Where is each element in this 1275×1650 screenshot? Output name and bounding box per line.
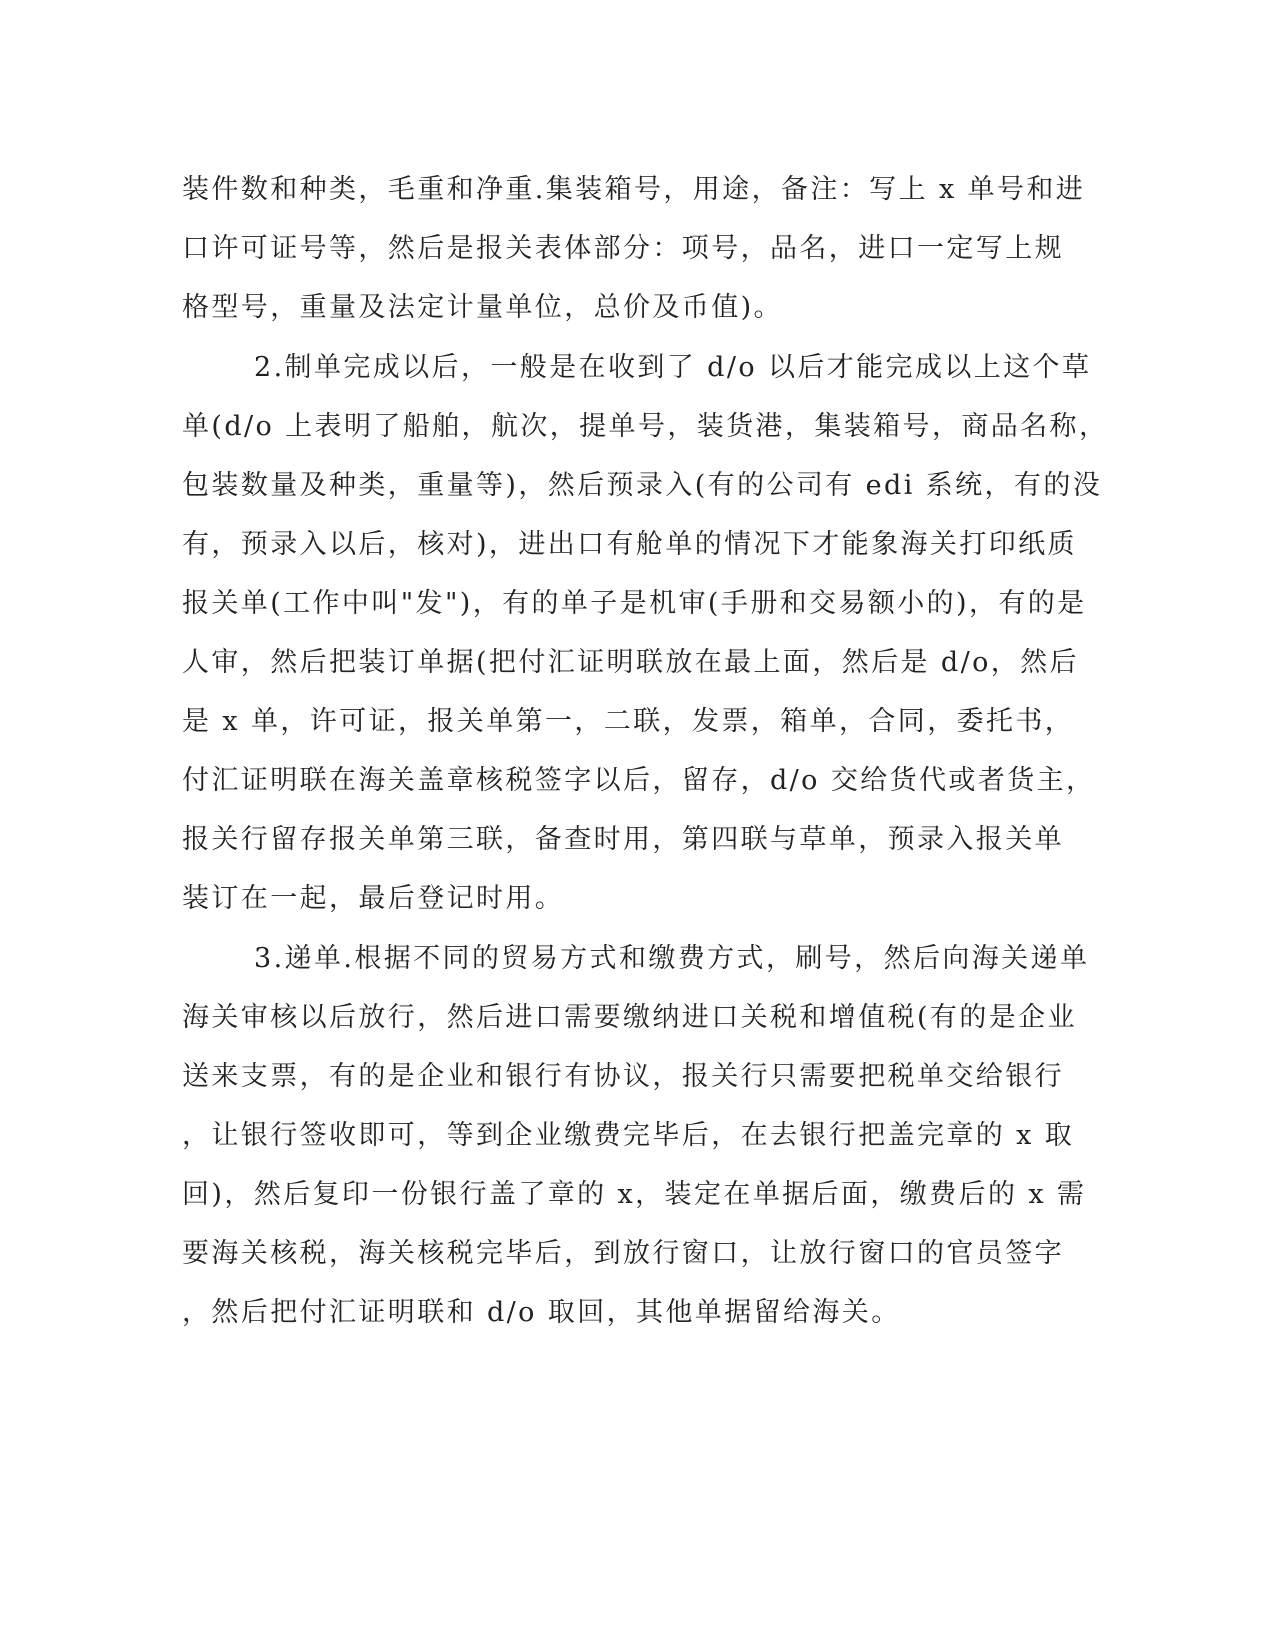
paragraph [182,160,1086,337]
text-line: ，让银行签收即可，等到企业缴费完毕后，在去银行把盖完章的 x 取 [182,1120,1075,1151]
paragraph [182,929,1090,1342]
text-line: 付汇证明联在海关盖章核税签字以后，留存，d/o 交给货代或者货主， [182,765,1096,796]
text-line: 装件数和种类，毛重和净重.集装箱号，用途，备注：写上 x 单号和进 [182,174,1086,205]
text-line: 单(d/o 上表明了船舶，航次，提单号，装货港，集装箱号，商品名称， [182,411,1109,442]
text-line: 是 x 单，许可证，报关单第一，二联，发票，箱单，合同，委托书， [182,706,1075,737]
text-line: 报关单(工作中叫"发")，有的单子是机审(手册和交易额小的)，有的是 [182,588,1087,619]
text-line: 海关审核以后放行，然后进口需要缴纳进口关税和增值税(有的是企业 [182,1002,1077,1033]
text-line: 包装数量及种类，重量等)，然后预录入(有的公司有 edi 系统，有的没 [182,470,1103,501]
text-line: 有，预录入以后，核对)，进出口有舱单的情况下才能象海关打印纸质 [182,529,1077,560]
paragraph [182,338,1109,928]
text-line: ，然后把付汇证明联和 d/o 取回，其他单据留给海关。 [182,1297,901,1328]
text-line: 报关行留存报关单第三联，备查时用，第四联与草单，预录入报关单 [182,824,1064,855]
text-line: 装订在一起，最后登记时用。 [182,883,565,914]
text-line: 3.递单.根据不同的贸易方式和缴费方式，刷号，然后向海关递单 [254,943,1090,974]
text-line: 要海关核税，海关核税完毕后，到放行窗口，让放行窗口的官员签字 [182,1238,1064,1269]
text-line: 口许可证号等，然后是报关表体部分：项号，品名，进口一定写上规 [182,233,1064,264]
text-line: 格型号，重量及法定计量单位，总价及币值)。 [182,292,783,323]
text-line: 2.制单完成以后，一般是在收到了 d/o 以后才能完成以上这个草 [254,352,1092,383]
document-body [182,160,1109,1342]
text-line: 回)，然后复印一份银行盖了章的 x，装定在单据后面，缴费后的 x 需 [182,1179,1087,1210]
text-line: 送来支票，有的是企业和银行有协议，报关行只需要把税单交给银行 [182,1061,1064,1092]
text-line: 人审，然后把装订单据(把付汇证明联放在最上面，然后是 d/o，然后 [182,647,1079,678]
